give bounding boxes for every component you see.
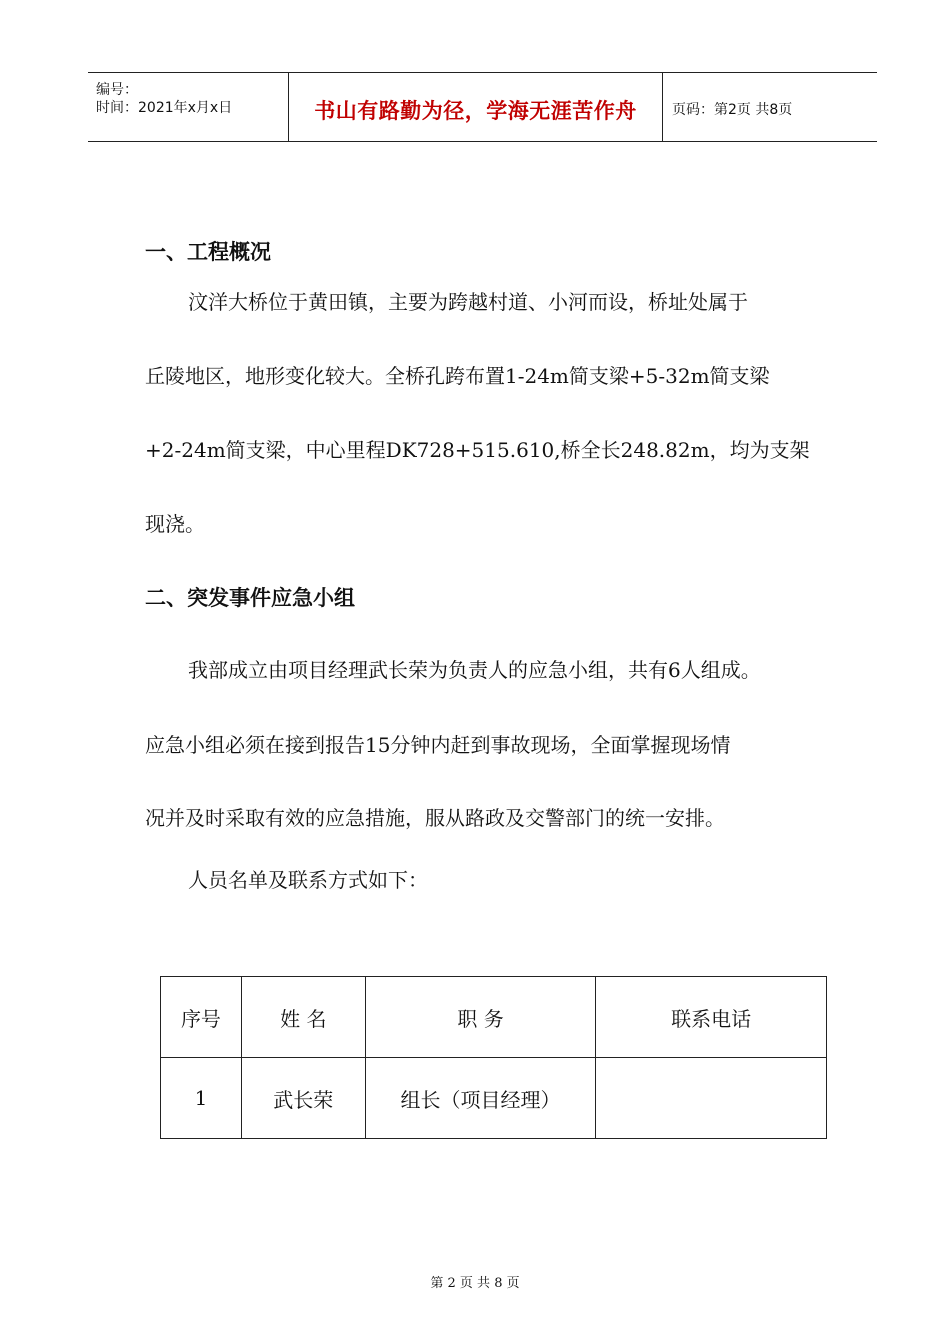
team-line-1: 我部成立由项目经理武长荣为负责人的应急小组，共有6人组成。 xyxy=(188,658,761,682)
header-page-label: 页码：第2页 共8页 xyxy=(672,102,793,118)
table-header-name: 姓 名 xyxy=(241,977,365,1058)
table-header-phone: 联系电话 xyxy=(596,977,827,1058)
team-line-2: 应急小组必须在接到报告15分钟内赶到事故现场，全面掌握现场情 xyxy=(145,733,731,757)
overview-line-2: 丘陵地区，地形变化较大。全桥孔跨布置1-24m简支梁+5-32m简支梁 xyxy=(145,364,770,388)
page-footer: 第 2 页 共 8 页 xyxy=(430,1276,520,1291)
team-line-3: 况并及时采取有效的应急措施，服从路政及交警部门的统一安排。 xyxy=(145,806,725,830)
team-line-4: 人员名单及联系方式如下： xyxy=(188,868,428,892)
document-time-label: 时间：2021年x月x日 xyxy=(96,100,233,116)
table-cell-position: 组长（项目经理） xyxy=(365,1058,596,1139)
header-motto: 书山有路勤为径，学海无涯苦作舟 xyxy=(314,99,637,123)
table-row xyxy=(161,1058,827,1139)
overview-line-3: +2-24m简支梁，中心里程DK728+515.610,桥全长248.82m，均为支架 xyxy=(145,438,810,462)
staff-contact-table xyxy=(160,976,827,1139)
table-cell-name: 武长荣 xyxy=(241,1058,365,1139)
table-cell-index: 1 xyxy=(161,1058,242,1139)
table-header-row xyxy=(161,977,827,1058)
overview-line-1: 汶洋大桥位于黄田镇，主要为跨越村道、小河而设，桥址处属于 xyxy=(188,290,748,314)
document-number-label: 编号： xyxy=(96,82,138,98)
table-header-position: 职 务 xyxy=(365,977,596,1058)
header-motto-cell xyxy=(288,73,663,141)
overview-line-4: 现浇。 xyxy=(145,512,205,536)
header-info-cell xyxy=(88,73,288,141)
document-header xyxy=(88,72,877,142)
table-header-index: 序号 xyxy=(161,977,242,1058)
section-title-emergency-team: 二、突发事件应急小组 xyxy=(145,586,355,610)
table-cell-phone xyxy=(596,1058,827,1139)
section-title-overview: 一、工程概况 xyxy=(145,240,271,264)
header-page-cell xyxy=(662,73,877,141)
